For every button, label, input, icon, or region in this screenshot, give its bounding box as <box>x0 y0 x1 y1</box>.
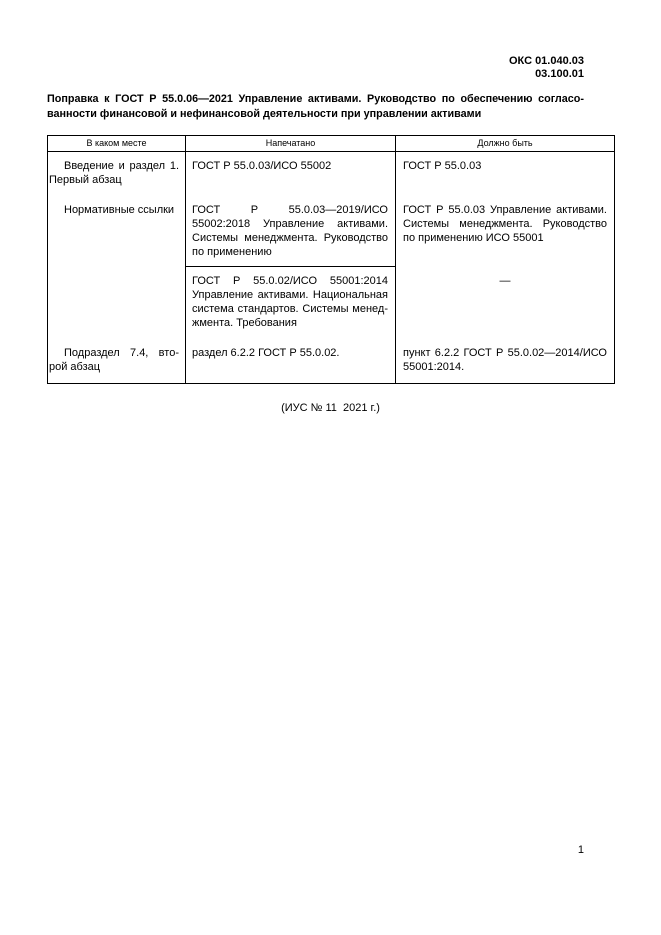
cell-should-be: пункт 6.2.2 ГОСТ Р 55.0.02—2014/​ИСО 55001:2014. <box>396 339 615 384</box>
table-row <box>48 339 615 384</box>
oks-code-line1: ОКС 01.040.03 <box>508 55 584 67</box>
ius-note: (ИУС № 11 2021 г.) <box>281 402 380 414</box>
cell-should-be-item2: — <box>396 267 615 340</box>
cell-should-be-item1: ГОСТ Р 55.0.03 Управление активами. Системы менеджмента. Руководство по применению ИСО 55001 <box>396 196 615 267</box>
cell-printed: раздел 6.2.2 ГОСТ Р 55.0.02. <box>186 339 396 384</box>
table-header-row <box>48 136 615 152</box>
table-row <box>48 196 615 267</box>
correction-table <box>47 135 615 384</box>
column-header-should-be: Должно быть <box>396 136 615 152</box>
column-header-place: В каком месте <box>48 136 186 152</box>
table-row <box>48 152 615 197</box>
cell-printed-item1: ГОСТ Р 55.0.03—2019/ИСО 55002:2018 Управление активами. Системы менеджмента. Руководство по применению <box>186 196 396 267</box>
document-title: Поправка к ГОСТ Р 55.0.06—2021 Управление активами. Руководство по обеспечению согласованности финансовой и нефинансовой деятельности при управлении активами <box>47 93 584 120</box>
oks-code-block <box>47 55 614 81</box>
cell-place: Нормативные ссылки <box>48 196 186 339</box>
cell-should-be: ГОСТ Р 55.0.03 <box>396 152 615 197</box>
cell-printed-item2: ГОСТ Р 55.0.02/ИСО 55001:2014 Управление активами. Национальная система стандартов. Системы менеджмента. Требования <box>186 267 396 340</box>
cell-place: Введение и раздел 1. Первый абзац <box>48 152 186 197</box>
cell-place: Подраздел 7.4, второй абзац <box>48 339 186 384</box>
page-number: 1 <box>577 844 584 856</box>
column-header-printed: Напечатано <box>186 136 396 152</box>
cell-printed: ГОСТ Р 55.0.03/ИСО 55002 <box>186 152 396 197</box>
oks-code-line2: 03.100.01 <box>535 68 584 80</box>
